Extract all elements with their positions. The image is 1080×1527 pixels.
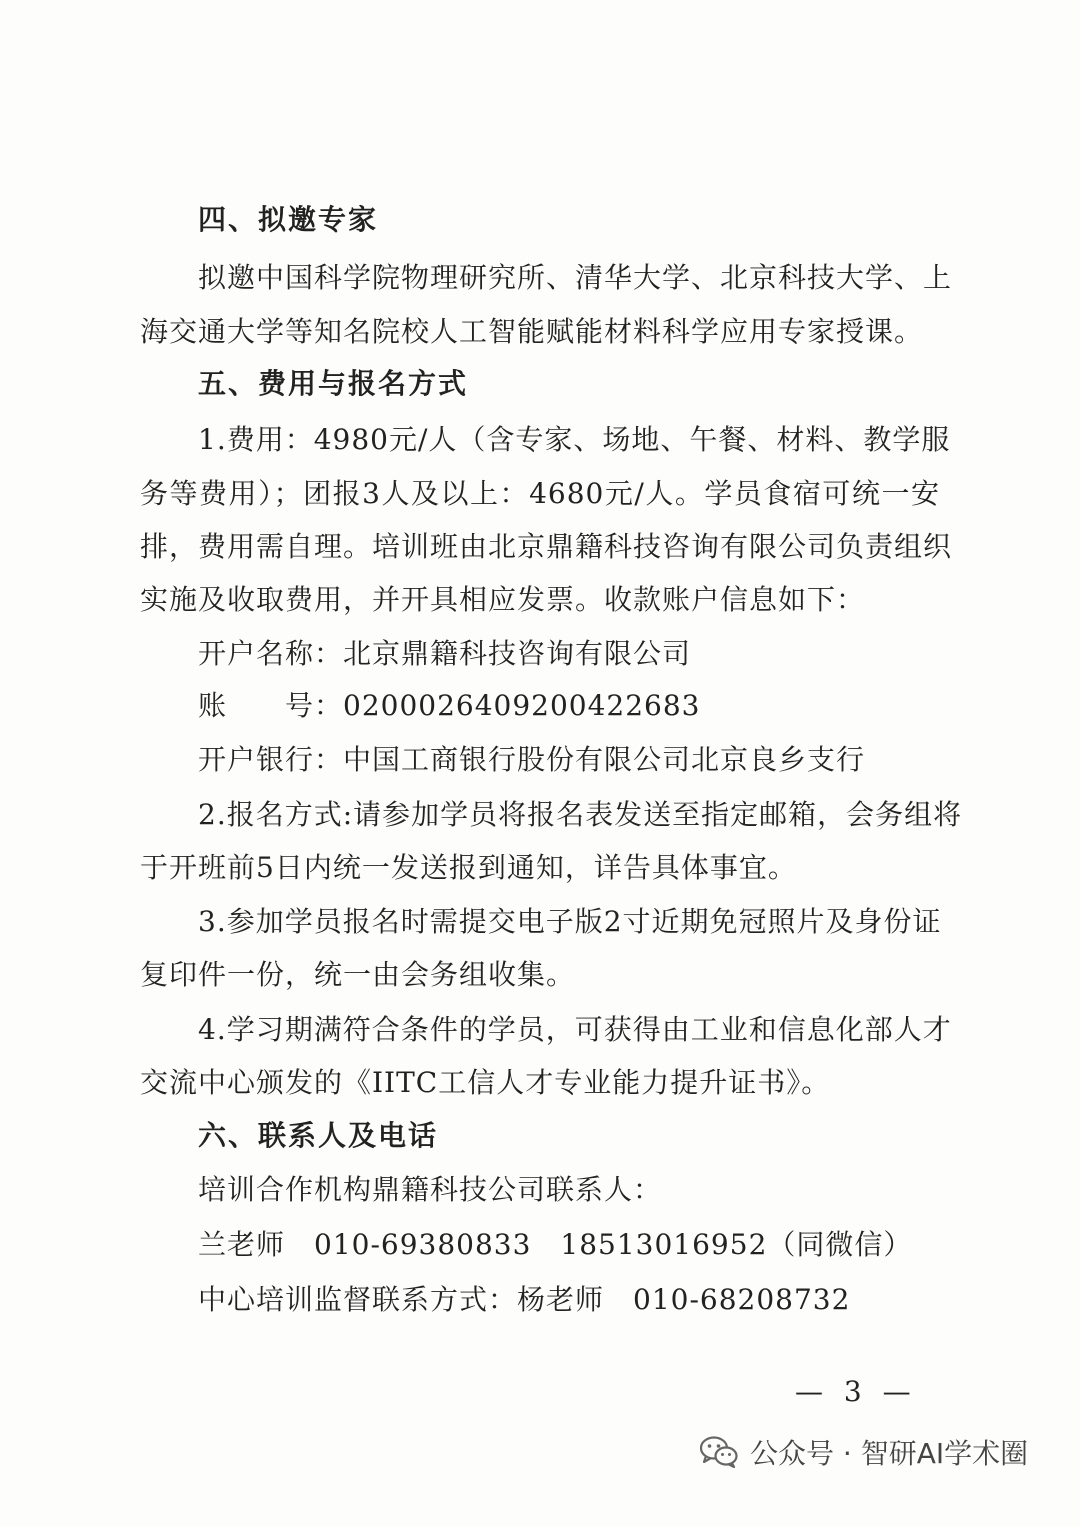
account-number-label: 账 号： <box>198 689 344 722</box>
paragraph-line: 拟邀中国科学院物理研究所、清华大学、北京科技大学、上 <box>198 261 953 294</box>
paragraph-line: 交流中心颁发的《IITC工信人才专业能力提升证书》。 <box>140 1066 831 1099</box>
paragraph-line: 务等费用）；团报3人及以上：4680元/人。学员食宿可统一安 <box>140 477 940 510</box>
account-number: 0200026409200422683 <box>343 689 701 722</box>
paragraph-line: 1.费用：4980元/人（含专家、场地、午餐、材料、教学服 <box>198 423 951 456</box>
section-heading-5: 五、费用与报名方式 <box>198 367 469 400</box>
paragraph-line: 于开班前5日内统一发送报到通知，详告具体事宜。 <box>140 851 797 884</box>
section-heading-4: 四、拟邀专家 <box>198 203 379 236</box>
contact-lan: 兰老师 010-69380833 18513016952（同微信） <box>198 1228 913 1261</box>
paragraph-line: 实施及收取费用，并开具相应发票。收款账户信息如下： <box>140 583 866 616</box>
account-name: 开户名称：北京鼎籍科技咨询有限公司 <box>198 637 692 670</box>
paragraph-line: 复印件一份，统一由会务组收集。 <box>140 958 576 991</box>
wechat-icon <box>700 1436 738 1468</box>
page-number: — 3 — <box>795 1375 917 1408</box>
contact-intro: 培训合作机构鼎籍科技公司联系人： <box>198 1173 663 1206</box>
paragraph-line: 排，费用需自理。培训班由北京鼎籍科技咨询有限公司负责组织 <box>140 530 953 563</box>
paragraph-line: 2.报名方式:请参加学员将报名表发送至指定邮箱，会务组将 <box>198 798 963 831</box>
paragraph-line: 4.学习期满符合条件的学员，可获得由工业和信息化部人才 <box>198 1013 952 1046</box>
watermark-text: 公众号 · 智研AI学术圈 <box>750 1437 1029 1470</box>
bank-name: 开户银行：中国工商银行股份有限公司北京良乡支行 <box>198 743 866 776</box>
paragraph-line: 3.参加学员报名时需提交电子版2寸近期免冠照片及身份证 <box>198 905 942 938</box>
wechat-watermark <box>700 1432 1028 1472</box>
section-heading-6: 六、联系人及电话 <box>198 1119 439 1152</box>
contact-yang: 中心培训监督联系方式：杨老师 010-68208732 <box>198 1283 851 1316</box>
account-number-row <box>198 686 701 726</box>
paragraph-line: 海交通大学等知名院校人工智能赋能材料科学应用专家授课。 <box>140 315 924 348</box>
